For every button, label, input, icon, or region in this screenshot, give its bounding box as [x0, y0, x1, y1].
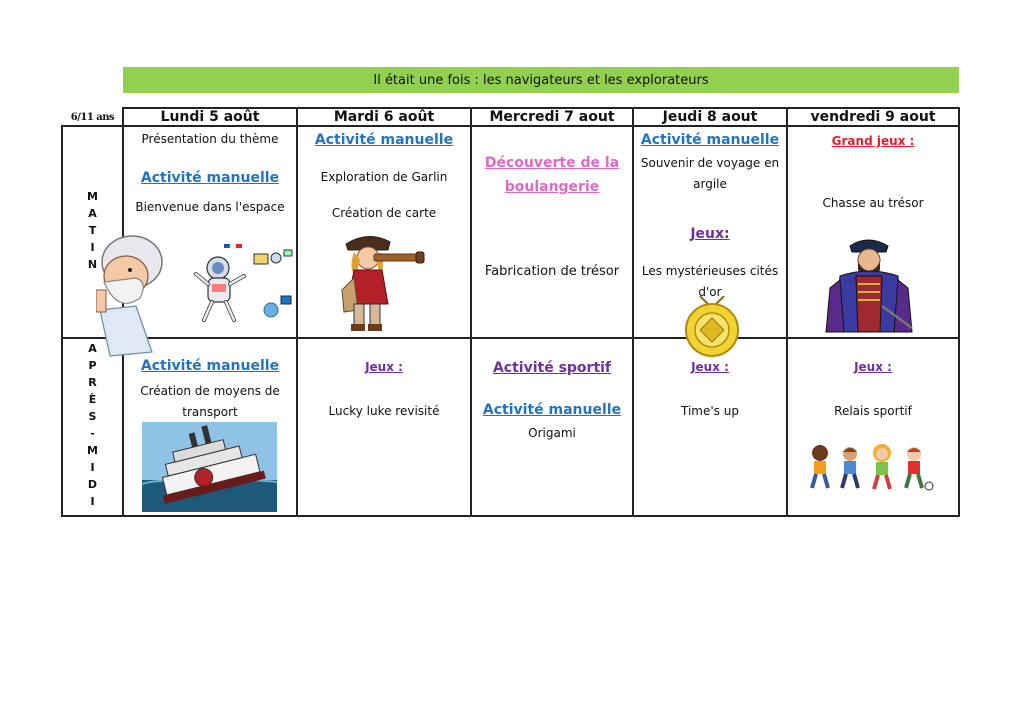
day-header-mardi: Mardi 6 août	[333, 109, 435, 125]
activity-title: Grand jeux :	[831, 134, 915, 148]
day-header-vendredi: vendredi 9 aout	[810, 109, 936, 125]
cell-text: Création de carte	[331, 206, 437, 220]
running-children-illustration	[806, 444, 940, 492]
cell-text: Lucky luke revisité	[328, 404, 440, 418]
cell-text: Souvenir de voyage en argile	[640, 156, 780, 191]
activity-title-2: Activité manuelle	[482, 402, 622, 418]
activity-title: Jeux :	[854, 360, 892, 374]
cell-text: Fabrication de trésor	[484, 264, 620, 279]
period-label-matin: M A T I N	[87, 190, 98, 271]
activity-title: Activité manuelle	[640, 132, 780, 148]
cell-jeudi-apres-midi	[634, 339, 786, 515]
cell-mercredi-apres-midi	[472, 339, 632, 515]
day-header-jeudi: Jeudi 8 aout	[662, 109, 758, 125]
activity-title: Activité manuelle	[140, 358, 280, 374]
activity-title: Activité sportif	[492, 360, 612, 376]
cell-text: Relais sportif	[834, 404, 912, 418]
grid-line-right	[958, 107, 960, 517]
cell-text: Time's up	[681, 404, 739, 418]
period-label-apres-midi: A P R È S - M I D I	[87, 342, 98, 508]
day-header-lundi: Lundi 5 août	[160, 109, 260, 125]
explorer-telescope-illustration	[338, 230, 428, 334]
conquistador-illustration	[822, 236, 916, 336]
page-title-banner	[123, 67, 959, 93]
day-header-mercredi: Mercredi 7 aout	[489, 109, 615, 125]
activity-title: Jeux :	[365, 360, 403, 374]
cell-mardi-apres-midi	[298, 339, 470, 515]
cell-text: Exploration de Garlin	[320, 170, 448, 184]
activity-title-2: Jeux:	[690, 226, 730, 242]
cell-text: Création de moyens de transport	[140, 384, 280, 419]
cell-text: Chasse au trésor	[822, 196, 924, 210]
cell-text: Origami	[528, 426, 576, 440]
cell-text: Les mystérieuses cités d'or	[641, 264, 779, 299]
grid-line-bottom	[62, 515, 960, 517]
activity-title: Jeux :	[691, 360, 729, 374]
cell-mercredi-matin	[472, 127, 632, 337]
activity-title: Activité manuelle	[140, 170, 280, 186]
activity-title: Découverte de la boulangerie	[484, 155, 620, 195]
cell-text: Bienvenue dans l'espace	[135, 200, 285, 214]
age-group-label: 6/11 ans	[70, 111, 115, 123]
cell-text: Présentation du thème	[141, 132, 279, 146]
steamboat-picture	[142, 422, 277, 512]
page-title: Il était une fois : les navigateurs et les explorateurs	[373, 72, 709, 88]
activity-title: Activité manuelle	[314, 132, 454, 148]
